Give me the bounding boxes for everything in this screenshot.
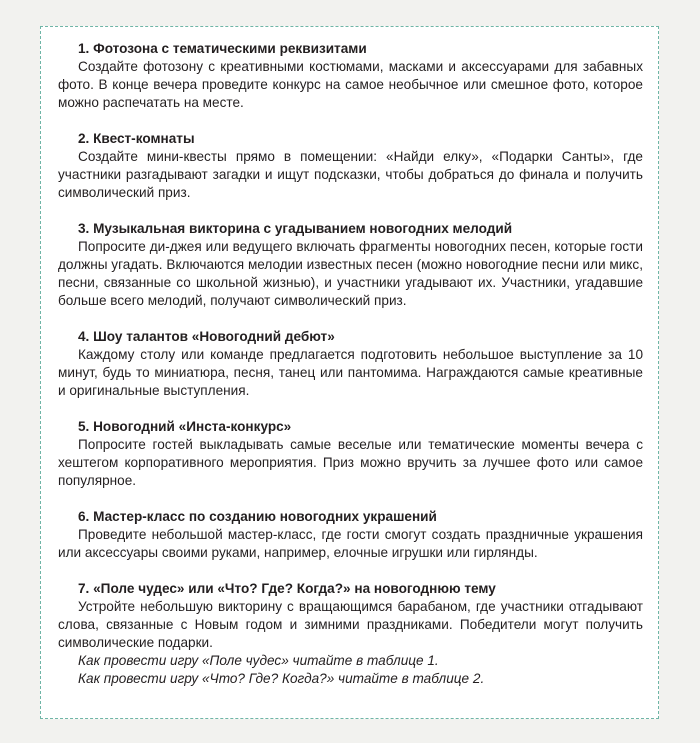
section-heading: 6. Мастер-класс по созданию новогодних украшений <box>78 509 437 524</box>
article-body <box>58 40 643 688</box>
section-heading: 3. Музыкальная викторина с угадыванием новогодних мелодий <box>78 221 513 236</box>
section-field-of-wonders <box>58 580 643 688</box>
section-heading: 2. Квест-комнаты <box>78 131 195 146</box>
section-heading: 4. Шоу талантов «Новогодний дебют» <box>78 329 335 344</box>
section-text: Создайте мини-квесты прямо в помещении: «Найди елку», «Подарки Санты», где участники разгадывают загадки и ищут подсказки, чтобы добраться до финала и получить символический приз. <box>58 149 643 200</box>
section-talent-show <box>58 328 643 400</box>
section-text: Проведите небольшой мастер-класс, где гости смогут создать праздничные украшения или аксессуары своими руками, например, елочные игрушки или гирлянды. <box>58 527 643 560</box>
section-text: Устройте небольшую викторину с вращающимся барабаном, где участники отгадывают слова, связанные с Новым годом и зимними праздниками. Победители могут получить символические подарки. <box>58 599 643 650</box>
section-text: Создайте фотозону с креативными костюмами, масками и аксессуарами для забавных фото. В конце вечера проведите конкурс на самое необычное или смешное фото, которое можно распечатать на месте. <box>58 59 643 110</box>
section-text: Каждому столу или команде предлагается подготовить небольшое выступление за 10 минут, будь то миниатюра, песня, танец или пантомима. Награждаются самые креативные и оригинальные выступления. <box>58 347 643 398</box>
section-music-quiz <box>58 220 643 310</box>
table-reference-note: Как провести игру «Поле чудес» читайте в таблице 1. <box>78 653 439 668</box>
section-heading: 5. Новогодний «Инста-конкурс» <box>78 419 292 434</box>
section-heading: 1. Фотозона с тематическими реквизитами <box>78 41 367 56</box>
section-text: Попросите гостей выкладывать самые веселые или тематические моменты вечера с хештегом корпоративного мероприятия. Приз можно вручить за лучшее фото или самое популярное. <box>58 437 643 488</box>
section-heading: 7. «Поле чудес» или «Что? Где? Когда?» на новогоднюю тему <box>78 581 496 596</box>
section-insta-contest <box>58 418 643 490</box>
content-frame <box>40 26 659 719</box>
section-text: Попросите ди-джея или ведущего включать фрагменты новогодних песен, которые гости должны угадать. Включаются мелодии известных песен (можно новогодние песни или микс, песни, связанные со школьной жизнью), и участники угадывают их. Участники, угадавшие больше всего мелодий, получают символический приз. <box>58 239 643 308</box>
table-reference-note: Как провести игру «Что? Где? Когда?» читайте в таблице 2. <box>78 671 485 686</box>
section-master-class <box>58 508 643 562</box>
section-photo-zone <box>58 40 643 112</box>
section-quest-rooms <box>58 130 643 202</box>
